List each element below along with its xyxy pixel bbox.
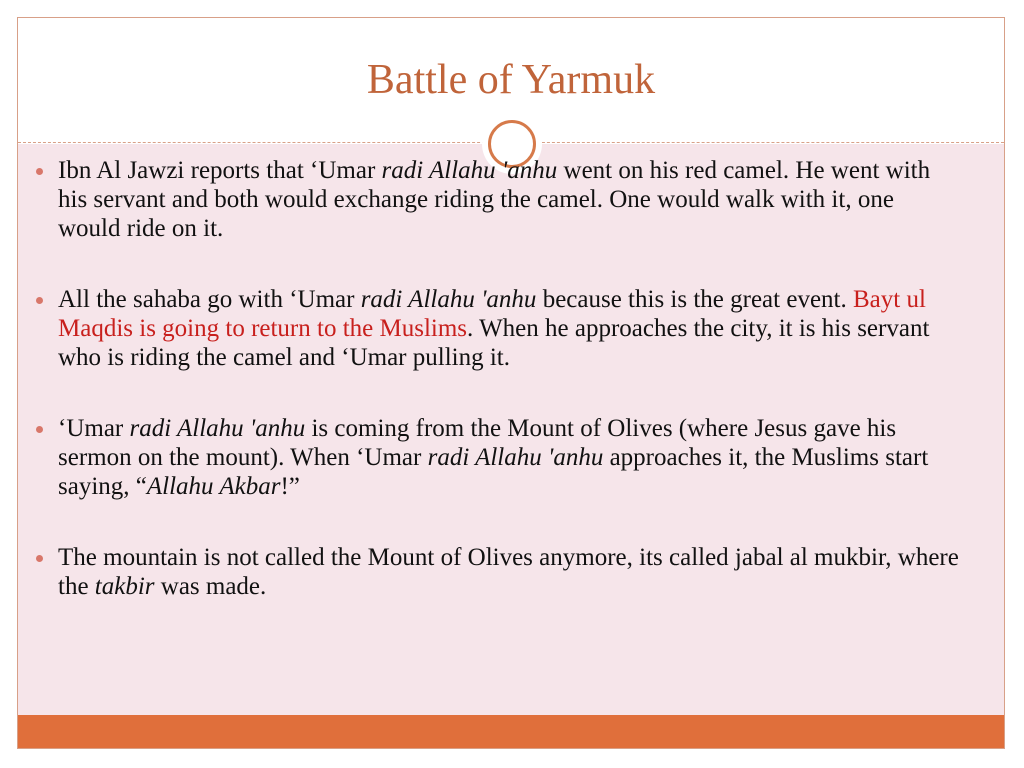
bullet-dot-icon [36,297,43,304]
bullet-item: All the sahaba go with ‘Umar radi Allahu 'anhu because this is the great event. Bayt ul Maqdis is going to return to the Muslims. When he approaches the city, it is his servant who is riding the camel and ‘Umar pulling it. [0,285,960,372]
highlighted-text: Bayt ul Maqdis is going to return to the Muslims [58,286,926,342]
footer-bar [18,715,1004,749]
slide-title: Battle of Yarmuk [366,57,656,103]
bullet-item: Ibn Al Jawzi reports that ‘Umar radi Allahu 'anhu went on his red camel. He went with his servant and both would exchange riding the camel. One would walk with it, one would ride on it. [0,156,960,243]
bullet-item: The mountain is not called the Mount of Olives anymore, its called jabal al mukbir, where the takbir was made. [0,543,960,601]
bullet-dot-icon [36,555,43,562]
bullet-dot-icon [36,426,43,433]
bullet-dot-icon [36,168,43,175]
bullet-item: ‘Umar radi Allahu 'anhu is coming from the Mount of Olives (where Jesus gave his sermon on the mount). When ‘Umar radi Allahu 'anhu approaches it, the Muslims start saying, “Allahu Akbar!” [0,414,960,501]
bullet-list [0,156,960,643]
